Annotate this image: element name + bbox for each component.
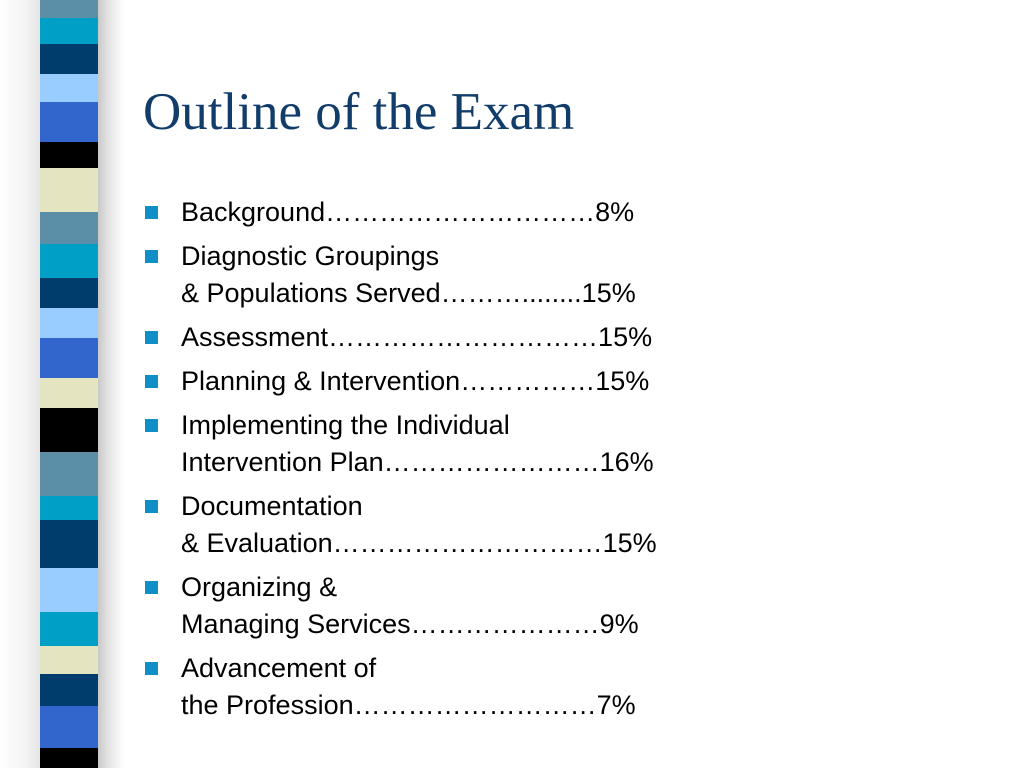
decorative-stripe	[40, 0, 98, 768]
square-bullet-icon	[145, 331, 158, 344]
stripe-block	[40, 612, 98, 646]
item-text: Advancement of	[181, 653, 377, 683]
item-text: Background…………………………8%	[181, 197, 635, 227]
stripe-shadow	[98, 0, 124, 768]
item-text-continued: & Populations Served………........15%	[181, 278, 636, 308]
square-bullet-icon	[145, 250, 158, 263]
square-bullet-icon	[145, 662, 158, 675]
stripe-block	[40, 706, 98, 748]
stripe-block	[40, 278, 98, 308]
item-text-continued: Managing Services…………………9%	[181, 609, 639, 639]
stripe-block	[40, 748, 98, 768]
stripe-block	[40, 496, 98, 520]
item-text-continued: the Profession………………………7%	[181, 690, 636, 720]
item-text: Documentation	[181, 491, 363, 521]
stripe-block	[40, 646, 98, 674]
list-item	[143, 363, 1003, 400]
stripe-block	[40, 74, 98, 102]
stripe-block	[40, 102, 98, 142]
stripe-block	[40, 674, 98, 706]
stripe-block	[40, 568, 98, 612]
stripe-block	[40, 520, 98, 568]
list-item	[143, 569, 1003, 643]
item-text: Implementing the Individual	[181, 410, 510, 440]
item-text: Organizing &	[181, 572, 338, 602]
square-bullet-icon	[145, 581, 158, 594]
square-bullet-icon	[145, 419, 158, 432]
item-text: Planning & Intervention……………15%	[181, 366, 650, 396]
left-edge-shade	[0, 0, 40, 768]
list-item	[143, 488, 1003, 562]
item-text: Assessment…………………………15%	[181, 322, 653, 352]
list-item	[143, 650, 1003, 724]
stripe-block	[40, 338, 98, 378]
stripe-block	[40, 378, 98, 408]
list-item	[143, 238, 1003, 312]
stripe-block	[40, 308, 98, 338]
slide-title: Outline of the Exam	[143, 83, 575, 141]
square-bullet-icon	[145, 500, 158, 513]
stripe-block	[40, 212, 98, 244]
stripe-block	[40, 18, 98, 44]
stripe-block	[40, 142, 98, 168]
list-item	[143, 407, 1003, 481]
list-item	[143, 194, 1003, 231]
item-text-continued: Intervention Plan……………………16%	[181, 447, 654, 477]
exam-outline-list	[143, 194, 1003, 731]
stripe-block	[40, 44, 98, 74]
stripe-block	[40, 452, 98, 496]
item-text-continued: & Evaluation…………………………15%	[181, 528, 657, 558]
stripe-block	[40, 408, 98, 452]
stripe-block	[40, 168, 98, 212]
stripe-block	[40, 0, 98, 18]
stripe-block	[40, 244, 98, 278]
square-bullet-icon	[145, 375, 158, 388]
list-item	[143, 319, 1003, 356]
square-bullet-icon	[145, 206, 158, 219]
item-text: Diagnostic Groupings	[181, 241, 440, 271]
